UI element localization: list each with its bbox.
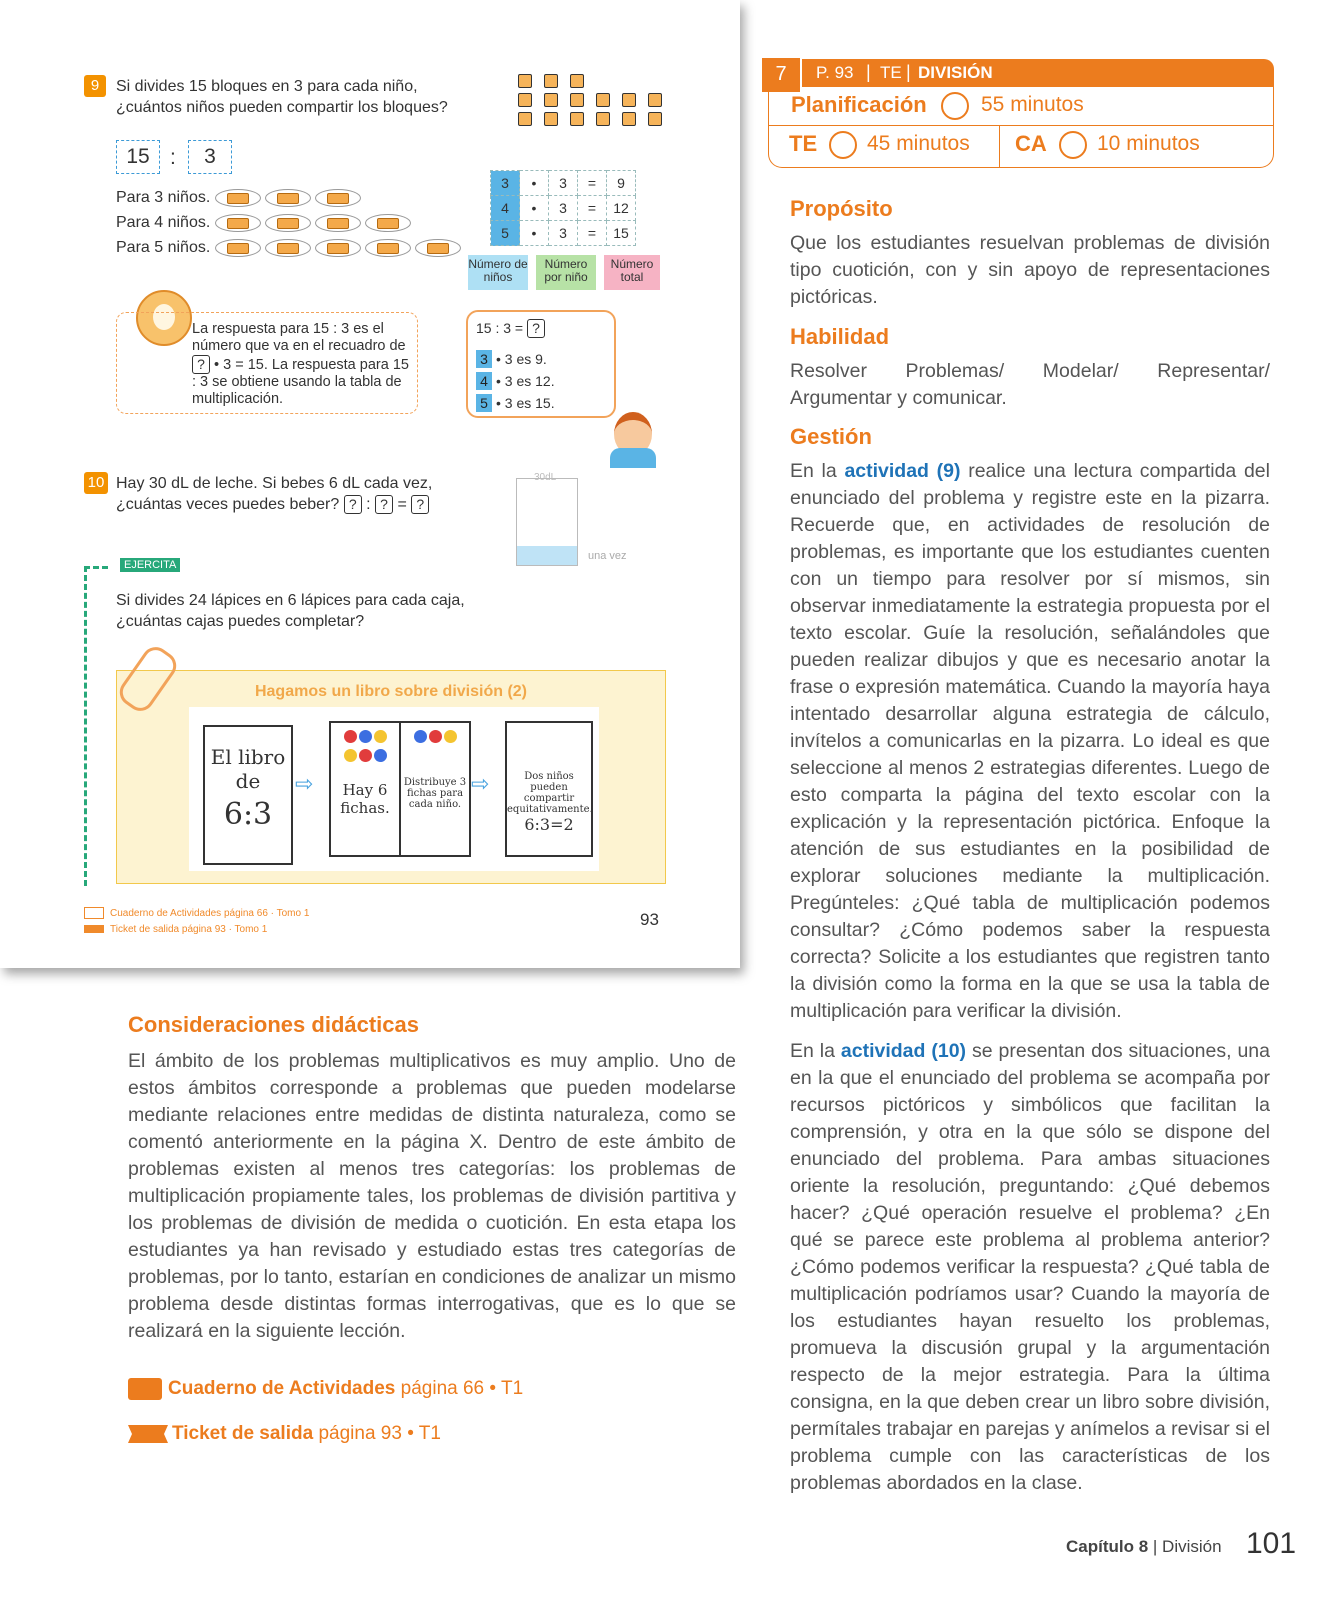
consideraciones-title: Consideraciones didácticas [128,1012,419,1037]
te-time: 45 minutos [867,132,970,155]
division-colon: : [170,146,176,169]
clock-icon [1059,131,1087,159]
gestion-paragraph-1: En la actividad (9) realice una lectura compartida del enunciado del problema y registre este en la pizarra. Recuerde que, en actividades de resolución de problemas, es importante que los estudiantes cuenten con un tiempo para resolver por sí mismos, sin observar inmediatamente la estrategia propuesta por el texto escolar. Guíe la resolución, señalándoles que pueden realizar dibujos y que es necesario anotar la frase o expresión matemática. Cuando la mayoría haya intentado desarrollar alguna estrategia de cálculo, invítelos a comunicarlas en la pizarra. Lo ideal es que seleccione al menos 2 estrategias diferentes. Luego de esto comparta la página del texto escolar con la explicación y la representación pictórica. Enfoque la atención de sus estudiantes en la posibilidad de explorar soluciones mediante la multiplicación. Pregúnteles: ¿Qué tabla de multiplicación podemos consultar? ¿Cómo podemos saber la respuesta correcta? Solicite a los estudiantes que registren tanto la división como la forma en la que se usa la tabla de multiplicación para verificar la división. [790,460,1270,1022]
once-label: una vez [588,550,627,562]
lesson-header-bar: P. 93 | TE | DIVISIÓN [766,59,1274,87]
speech-bubble [466,310,616,418]
activity-9-link: actividad (9) [844,460,961,482]
student-footer-ticket: Ticket de salida página 93 · Tomo 1 [84,922,309,938]
ejercita-tag: EJERCITA [120,558,180,572]
speech-lines: 3 • 3 es 9. 4 • 3 es 12. 5 • 3 es 15. [476,348,555,414]
label-per-child: Número por niño [536,255,596,290]
question-9-number: 9 [84,75,106,97]
ca-label: CA [1015,131,1047,156]
activity-10-link: actividad (10) [840,1040,967,1062]
book-activity-panel [116,670,666,884]
jar-label: 30dL [534,472,557,483]
clock-icon [829,131,857,159]
dividend-box: 15 [116,140,160,174]
row-4-children: Para 4 niños. [116,210,465,235]
chapter-footer: Capítulo 8 | División [1066,1537,1222,1556]
row-5-children: Para 5 niños. [116,235,465,260]
lesson-header [760,59,1274,169]
habilidad-title: Habilidad [790,324,890,349]
gestion-title: Gestión [790,424,872,449]
book-illustration [189,707,599,871]
consideraciones-text: El ámbito de los problemas multiplicativos es muy amplio. Uno de estos ámbitos corresponde a problemas que pueden modelarse mediante relaciones entre medidas de distinta naturaleza, como se comentó anteriormente en la página X. Dentro de este ámbito de problemas existen al menos tres categorías: los problemas de multiplicación propiamente tales, los problemas de división partitiva y los problemas de división de medida o cuotición. En esta etapa los estudiantes ya han revisado y estudiado estas tres categorías de problemas, por lo tanto, estarían en condiciones de analizar un mismo problema desde distintas formas interrogativas, que es lo que se realizará en la siguiente lección. [128,1050,736,1342]
ticket-ref: Ticket de salida página 93 • T1 [128,1423,441,1445]
q9-line1: Si divides 15 bloques en 3 para cada niño, [116,78,418,95]
te-label: TE [789,131,818,156]
ticket-icon [84,925,104,933]
ca-time: 10 minutos [1097,132,1200,155]
plan-time: 55 minutos [981,93,1084,116]
children-rows [116,185,465,260]
book-icon [84,907,104,919]
ejercita-line-top [84,566,108,569]
student-footer-refs [84,906,309,938]
student-footer-cuaderno: Cuaderno de Actividades página 66 · Tomo 1 [84,906,309,922]
question-9-text [116,76,448,118]
question-10-text: Hay 30 dL de leche. Si bebes 6 dL cada vez, ¿cuántas veces puedes beber? ? : ? = ? [116,475,433,513]
page-number: 101 [1246,1527,1297,1560]
lesson-plan-box [768,87,1274,168]
book-cover: El libro de 6:3 [203,725,293,865]
book-activity-title: Hagamos un libro sobre división (2) [254,683,528,700]
student-page-number: 93 [640,910,659,929]
divisor-box: 3 [188,140,232,174]
book-page-4: Dos niños pueden compartir equitativamente. 6:3=2 [505,721,593,857]
student-page [0,0,740,968]
hint-text: La respuesta para 15 : 3 es el número que va en el recuadro de ? • 3 = 15. La respuesta para 15 : 3 se obtiene usando la tabla de multiplicación. [192,321,409,407]
cuaderno-ref: Cuaderno de Actividades página 66 • T1 [128,1378,523,1400]
ticket-icon [128,1425,168,1443]
arrow-right-icon: ⇨ [295,771,314,796]
milk-jar-icon [516,478,578,566]
question-10-number: 10 [84,472,108,494]
label-children: Número de niños [468,255,528,290]
gestion-paragraph-2: En la actividad (10) se presentan dos situaciones, una en la que el enunciado del problema se acompaña por recursos pictóricos y simbólicos que facilitan la comprensión, y otra en la que sólo se dispone del enunciado del problema. Para ambas situaciones oriente la resolución, preguntando: ¿Qué debemos hacer? ¿Qué operación resuelve el problema? ¿En qué se parece este problema al problema anterior? ¿Cómo podemos verificar la respuesta? ¿Qué tabla de multiplicación podríamos usar? Cuando la mayoría de los estudiantes hayan resuelto los problemas, promueva la discusión grupal y la argumentación respecto de la mejor estrategia. Para la última consigna, en la que deben crear un libro sobre división, permítales trabajar en parejas y anímelos a revisar si el problema cumple con las características de los problemas abordados en la clase. [790,1040,1270,1494]
table-row: 4 • 3 = 12 [491,196,636,221]
label-total: Número total [604,255,660,290]
lesson-number: 7 [760,56,802,94]
proposito-text: Que los estudiantes resuelvan problemas de división tipo cuotición, con y sin apoyo de representaciones pictóricas. [790,232,1270,308]
row-3-children: Para 3 niños. [116,185,465,210]
plan-label: Planificación [791,92,927,117]
ejercita-line [84,566,89,886]
hint-box [116,312,418,414]
boy-avatar-icon [608,412,658,468]
book-page-3: Distribuye 3 fichas para cada niño. [399,721,471,857]
proposito-title: Propósito [790,196,893,221]
clock-icon [941,92,969,120]
table-row: 5 • 3 = 15 [491,221,636,246]
ejercita-text: Si divides 24 lápices en 6 lápices para cada caja, ¿cuántas cajas puedes completar? [116,592,465,630]
speech-head: 15 : 3 = ? [476,319,545,338]
book-page-2: Hay 6 fichas. [329,721,401,857]
table-row: 3 • 3 = 9 [491,171,636,196]
multiplication-table [490,170,636,246]
habilidad-text: Resolver Problemas/ Modelar/ Representar/ Argumentar y comunicar. [790,360,1270,409]
q9-line2: ¿cuántos niños pueden compartir los bloques? [116,99,448,116]
open-book-icon [128,1378,162,1400]
arrow-right-icon: ⇨ [471,771,490,796]
